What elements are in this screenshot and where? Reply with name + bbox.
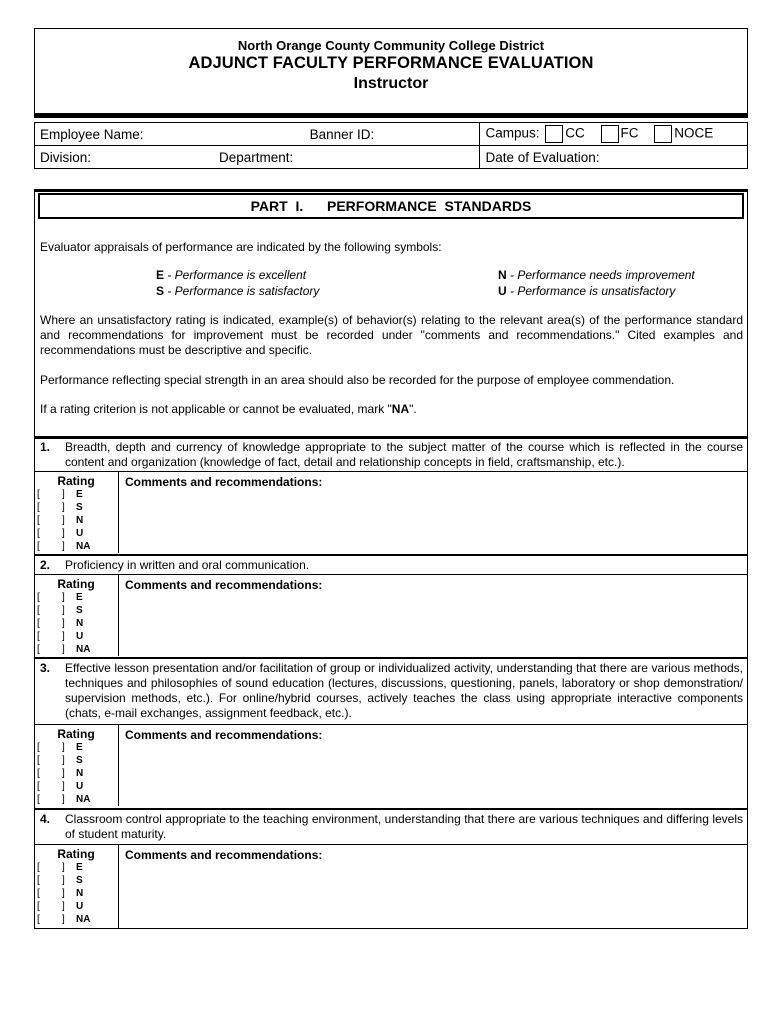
department-label: Department: <box>219 149 294 165</box>
criterion-2-top-rule <box>34 554 748 556</box>
form-subtitle: Instructor <box>353 75 429 92</box>
rating-option-s[interactable]: [ ] S <box>37 502 83 513</box>
criterion-4-rule <box>34 844 748 845</box>
criterion-4: 4. Classroom control appropriate to the teaching environment, understanding that there are various techniques and differing levels of student maturity. <box>40 812 743 841</box>
campus-noce-checkbox[interactable] <box>654 125 672 143</box>
rating-option-u[interactable]: [ ] U <box>37 631 84 642</box>
instructions-paragraph-1: Where an unsatisfactory rating is indicated, example(s) of behavior(s) relating to the relevant area(s) of the performance standard and recommendations for improvement must be recorded under "comments and recommendations." Cited examples and recommendations must be descriptive and specific. <box>40 313 743 357</box>
rating-option-e[interactable]: [ ] E <box>37 592 83 603</box>
rating-option-n[interactable]: [ ] N <box>37 618 84 629</box>
symbol-e: E - Performance is excellent <box>156 268 307 282</box>
rating-option-s[interactable]: [ ] S <box>37 875 83 886</box>
criterion-1-comments[interactable]: Comments and recommendations: <box>125 475 323 489</box>
criterion-4-comments[interactable]: Comments and recommendations: <box>125 848 323 862</box>
rating-option-e[interactable]: [ ] E <box>37 489 83 500</box>
criterion-2-rule <box>34 574 748 575</box>
banner-id-field[interactable]: Banner ID: <box>305 123 480 146</box>
part1-title: PART I. PERFORMANCE STANDARDS <box>38 193 744 219</box>
criterion-1-rating: Rating [ ] E [ ] S [ ] N [ ] U [ ] NA <box>34 472 119 553</box>
date-of-evaluation-field[interactable]: Date of Evaluation: <box>480 146 748 169</box>
rating-option-e[interactable]: [ ] E <box>37 862 83 873</box>
rating-option-e[interactable]: [ ] E <box>37 742 83 753</box>
criterion-3-comments[interactable]: Comments and recommendations: <box>125 728 323 742</box>
criterion-2-rating: Rating [ ] E [ ] S [ ] N [ ] U [ ] NA <box>34 575 119 656</box>
rating-option-na[interactable]: [ ] NA <box>37 541 91 552</box>
campus-fc-checkbox[interactable] <box>601 125 619 143</box>
criterion-1-rule <box>34 471 748 472</box>
rating-option-s[interactable]: [ ] S <box>37 605 83 616</box>
rating-option-u[interactable]: [ ] U <box>37 781 84 792</box>
criterion-2: 2. Proficiency in written and oral communication. <box>40 558 310 572</box>
rating-option-n[interactable]: [ ] N <box>37 515 84 526</box>
campus-cc-label: CC <box>565 125 585 141</box>
campus-field: Campus: CC FC NOCE <box>480 123 748 146</box>
symbols-intro: Evaluator appraisals of performance are indicated by the following symbols: <box>40 240 442 254</box>
rating-option-u[interactable]: [ ] U <box>37 528 84 539</box>
rating-option-na[interactable]: [ ] NA <box>37 914 91 925</box>
criterion-3: 3. Effective lesson presentation and/or facilitation of group or individualized activity, understanding that there are various methods, techniques and philosophies of sound education (lectures, discussions, questioning, panels, laboratory or shop demonstration/ supervision methods, etc.). For online/hybrid courses, actively teaches the class using appropriate interactive components (chats, e-mail exchanges, assignment feedback, etc.). <box>40 661 743 720</box>
department-field[interactable] <box>305 146 480 169</box>
symbol-s: S - Performance is satisfactory <box>156 284 320 298</box>
campus-cc-checkbox[interactable] <box>545 125 563 143</box>
employee-name-field[interactable]: Employee Name: <box>35 123 305 146</box>
instructions-paragraph-3: If a rating criterion is not applicable or cannot be evaluated, mark "NA". <box>40 402 417 416</box>
rating-option-u[interactable]: [ ] U <box>37 901 84 912</box>
criteria-top-rule <box>34 436 748 439</box>
campus-fc-label: FC <box>620 125 639 141</box>
rating-option-n[interactable]: [ ] N <box>37 768 84 779</box>
criterion-3-top-rule <box>34 657 748 659</box>
criterion-4-rating: Rating [ ] E [ ] S [ ] N [ ] U [ ] NA <box>34 845 119 928</box>
rating-option-na[interactable]: [ ] NA <box>37 794 91 805</box>
rating-option-s[interactable]: [ ] S <box>37 755 83 766</box>
symbol-u: U - Performance is unsatisfactory <box>498 284 676 298</box>
criterion-3-rating: Rating [ ] E [ ] S [ ] N [ ] U [ ] NA <box>34 725 119 806</box>
form-title: ADJUNCT FACULTY PERFORMANCE EVALUATION <box>188 54 594 72</box>
criterion-2-comments[interactable]: Comments and recommendations: <box>125 578 323 592</box>
instructions-paragraph-2: Performance reflecting special strength in an area should also be recorded for the purpose of employee commendation. <box>40 373 675 387</box>
criterion-3-rule <box>34 724 748 725</box>
header-divider <box>34 113 748 118</box>
district-name: North Orange County Community College District <box>237 38 545 53</box>
part1-top-rule <box>34 189 748 192</box>
campus-noce-label: NOCE <box>674 125 714 141</box>
employee-info-table <box>34 122 748 169</box>
criterion-4-top-rule <box>34 808 748 810</box>
division-field[interactable]: Division: Department: <box>35 146 305 169</box>
rating-option-na[interactable]: [ ] NA <box>37 644 91 655</box>
form-header <box>34 28 748 114</box>
criterion-1: 1. Breadth, depth and currency of knowledge appropriate to the subject matter of the course which is reflected in the course content and organization (knowledge of fact, detail and relationship concepts in field, craftsmanship, etc.). <box>40 440 743 469</box>
symbol-n: N - Performance needs improvement <box>498 268 695 282</box>
rating-option-n[interactable]: [ ] N <box>37 888 84 899</box>
